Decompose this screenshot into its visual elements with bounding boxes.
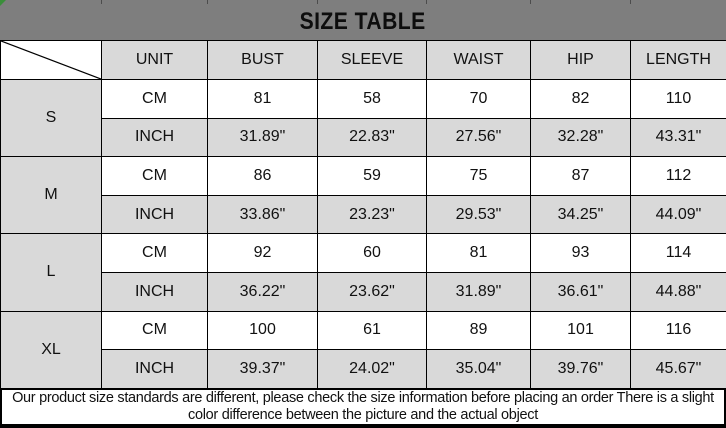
value-cell: 82 <box>531 80 631 119</box>
unit-cell: CM <box>102 234 208 273</box>
footer-line-1: Our product size standards are different, please check the size information before placing an order There is a slight <box>12 390 714 406</box>
value-cell: 61 <box>318 311 427 350</box>
value-cell: 22.83" <box>318 118 427 157</box>
value-cell: 24.02" <box>318 350 427 389</box>
size-table <box>0 40 726 389</box>
size-label-xl: XL <box>1 311 102 388</box>
footer-line-2: color difference between the picture and the actual object <box>188 407 538 423</box>
diagonal-line <box>1 41 101 79</box>
value-cell: 114 <box>631 234 726 273</box>
value-cell: 44.09" <box>631 195 726 234</box>
value-cell: 87 <box>531 157 631 196</box>
value-cell: 116 <box>631 311 726 350</box>
value-cell: 59 <box>318 157 427 196</box>
unit-cell: CM <box>102 311 208 350</box>
column-header-unit: UNIT <box>102 41 208 80</box>
table-row-m-cm <box>1 157 726 196</box>
value-cell: 27.56" <box>427 118 531 157</box>
value-cell: 33.86" <box>208 195 318 234</box>
column-header-length: LENGTH <box>631 41 726 80</box>
value-cell: 31.89" <box>427 272 531 311</box>
column-header-hip: HIP <box>531 41 631 80</box>
value-cell: 89 <box>427 311 531 350</box>
value-cell: 44.88" <box>631 272 726 311</box>
unit-cell: INCH <box>102 195 208 234</box>
unit-cell: CM <box>102 80 208 119</box>
value-cell: 58 <box>318 80 427 119</box>
value-cell: 39.37" <box>208 350 318 389</box>
table-row-l-inch <box>1 272 726 311</box>
value-cell: 92 <box>208 234 318 273</box>
value-cell: 31.89" <box>208 118 318 157</box>
value-cell: 34.25" <box>531 195 631 234</box>
title-bar <box>0 4 726 40</box>
column-header-bust: BUST <box>208 41 318 80</box>
value-cell: 23.62" <box>318 272 427 311</box>
header-row <box>1 41 726 80</box>
green-corner-marker <box>0 0 6 6</box>
size-label-s: S <box>1 80 102 157</box>
column-header-waist: WAIST <box>427 41 531 80</box>
value-cell: 101 <box>531 311 631 350</box>
value-cell: 43.31" <box>631 118 726 157</box>
value-cell: 36.22" <box>208 272 318 311</box>
unit-cell: CM <box>102 157 208 196</box>
table-row-m-inch <box>1 195 726 234</box>
value-cell: 112 <box>631 157 726 196</box>
value-cell: 100 <box>208 311 318 350</box>
unit-cell: INCH <box>102 272 208 311</box>
value-cell: 35.04" <box>427 350 531 389</box>
value-cell: 81 <box>427 234 531 273</box>
table-row-s-cm <box>1 80 726 119</box>
column-header-sleeve: SLEEVE <box>318 41 427 80</box>
value-cell: 81 <box>208 80 318 119</box>
table-row-xl-cm <box>1 311 726 350</box>
size-label-m: M <box>1 157 102 234</box>
value-cell: 23.23" <box>318 195 427 234</box>
value-cell: 93 <box>531 234 631 273</box>
table-row-xl-inch <box>1 350 726 389</box>
page-title: SIZE TABLE <box>299 8 427 35</box>
value-cell: 45.67" <box>631 350 726 389</box>
value-cell: 39.76" <box>531 350 631 389</box>
value-cell: 36.61" <box>531 272 631 311</box>
value-cell: 32.28" <box>531 118 631 157</box>
value-cell: 29.53" <box>427 195 531 234</box>
value-cell: 86 <box>208 157 318 196</box>
value-cell: 110 <box>631 80 726 119</box>
footer-disclaimer <box>0 388 726 428</box>
table-row-s-inch <box>1 118 726 157</box>
table-row-l-cm <box>1 234 726 273</box>
value-cell: 75 <box>427 157 531 196</box>
diagonal-corner-cell <box>1 41 102 80</box>
value-cell: 70 <box>427 80 531 119</box>
value-cell: 60 <box>318 234 427 273</box>
size-label-l: L <box>1 234 102 311</box>
unit-cell: INCH <box>102 350 208 389</box>
unit-cell: INCH <box>102 118 208 157</box>
